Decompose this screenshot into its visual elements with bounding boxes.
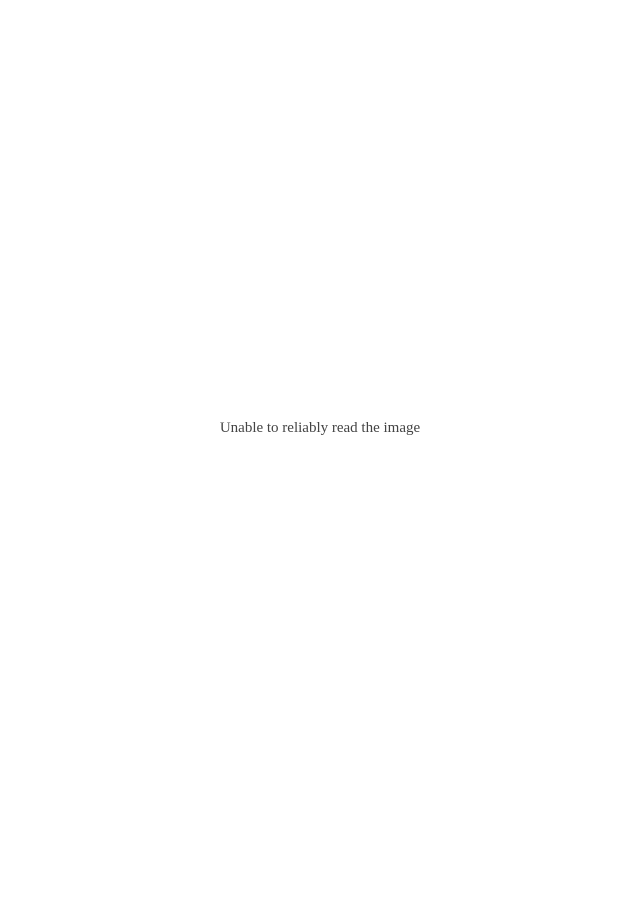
unreadable-notice: Unable to reliably read the image bbox=[219, 420, 421, 436]
